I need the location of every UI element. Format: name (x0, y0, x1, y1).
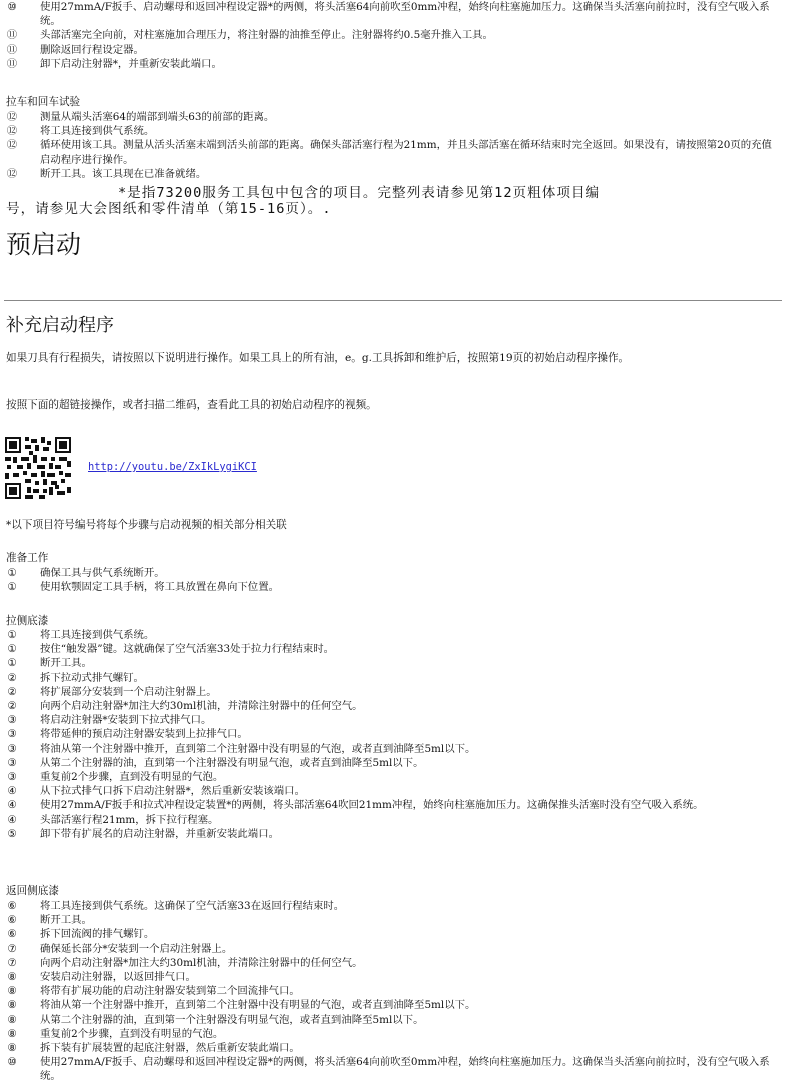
step-number: ③ (7, 742, 17, 755)
list-item (0, 138, 790, 166)
pull-bleed-list (0, 628, 790, 841)
step-note: *以下项目符号编号将每个步骤与启动视频的相关部分相关联 (6, 519, 287, 531)
service-kit-footnote (6, 185, 776, 217)
list-item (0, 784, 790, 798)
step-text: 从下拉式排气口拆下启动注射器*，然后重新安装该端口。 (40, 785, 305, 798)
preparation-heading: 准备工作 (6, 552, 49, 564)
footnote-line-1: *是指73200服务工具包中包含的项目。完整列表请参见第12页粗体项目编 (118, 185, 601, 201)
list-item (0, 685, 790, 699)
step-number: ⑫ (6, 167, 18, 180)
return-bleed-heading: 返回侧底漆 (6, 885, 59, 897)
step-number: ② (7, 671, 17, 684)
list-item (0, 713, 790, 727)
list-item (0, 970, 790, 984)
step-text: 使用软颚固定工具手柄，将工具放置在鼻向下位置。 (40, 581, 279, 594)
step-text: 删除返回行程设定器。 (40, 43, 144, 56)
list-item (0, 124, 790, 138)
step-text: 拆下装有扩展装置的起底注射器，然后重新安装此端口。 (40, 1042, 300, 1055)
list-item (0, 43, 790, 57)
step-number: ⑦ (7, 942, 17, 955)
section-title: 补充启动程序 (6, 315, 114, 336)
list-item (0, 827, 790, 841)
step-number: ⑧ (7, 985, 17, 998)
step-text: 使用27mmA/F扳手和拉式冲程设定装置*的两侧，将头部活塞64吹回21mm冲程，始终向柱塞施加压力。这确保推头活塞时没有空气吸入系统。 (40, 799, 704, 812)
step-text: 断开工具。该工具现在已准备就绪。 (40, 167, 207, 180)
step-number: ⑥ (7, 914, 17, 927)
step-number: ① (7, 581, 17, 594)
step-number: ④ (7, 799, 17, 812)
list-item (0, 167, 790, 181)
step-number: ③ (7, 714, 17, 727)
list-item (0, 699, 790, 713)
step-text: 拆下回流阀的排气螺钉。 (40, 928, 155, 941)
step-number: ⑧ (7, 999, 17, 1012)
list-item (0, 0, 790, 28)
list-item (0, 110, 790, 124)
list-item (0, 942, 790, 956)
step-text: 卸下启动注射器*，并重新安装此端口。 (40, 57, 222, 70)
list-item (0, 756, 790, 770)
step-number: ⑪ (6, 57, 18, 70)
step-number: ⑩ (7, 1, 17, 13)
step-text: 将工具连接到供气系统。这确保了空气活塞33在返回行程结束时。 (40, 900, 345, 912)
intro-paragraph: 如果刀具有行程损失，请按照以下说明进行操作。如果工具上的所有油，e。g.工具拆卸和维护后，按照第19页的初始启动程序操作。 (6, 352, 630, 364)
step-text: 按住“触发器”键。这就确保了空气活塞33处于拉力行程结束时。 (40, 643, 334, 656)
list-item (0, 770, 790, 784)
list-item (0, 927, 790, 941)
step-text: 安装启动注射器，以返回排气口。 (40, 971, 196, 984)
footnote-line-2: 号，请参见大会图纸和零件清单（第15-16页）。. (6, 201, 332, 217)
step-text: 将启动注射器*安装到下拉式排气口。 (40, 714, 212, 727)
step-text: 循环使用该工具。测量从活头活塞末端到活头前部的距离。确保头部活塞行程为21mm，并且头部活塞在循环结束时完全返回。如果没有，请按照第20页的充值启动程序进行操作。 (40, 139, 772, 166)
step-text: 将工具连接到供气系统。 (40, 125, 155, 138)
step-number: ⑪ (6, 43, 18, 56)
step-number: ⑥ (7, 928, 17, 941)
step-number: ⑧ (7, 1027, 17, 1040)
step-text: 重复前2个步骤，直到没有明显的气泡。 (40, 1027, 224, 1040)
step-text: 向两个启动注射器*加注大约30ml机油，并清除注射器中的任何空气。 (40, 956, 363, 969)
list-item (0, 913, 790, 927)
step-text: 使用27mmA/F扳手、启动螺母和返回冲程设定器*的两侧，将头活塞64向前吹至0mm冲程，始终向柱塞施加压力。这确保当头活塞向前拉时，没有空气吸入系统。 (40, 1056, 770, 1083)
list-item (0, 798, 790, 812)
step-text: 将带延伸的预启动注射器安装到上拉排气口。 (40, 728, 248, 741)
list-item (0, 956, 790, 970)
list-item (0, 1041, 790, 1055)
step-number: ② (7, 700, 17, 713)
qr-code-icon[interactable] (5, 437, 71, 499)
step-number: ⑫ (6, 139, 18, 152)
list-item (0, 628, 790, 642)
step-number: ④ (7, 813, 17, 826)
list-item (0, 984, 790, 998)
list-item (0, 813, 790, 827)
list-item (0, 671, 790, 685)
list-item (0, 1055, 790, 1083)
step-number: ① (7, 629, 17, 641)
list-item (0, 57, 790, 71)
pull-bleed-heading: 拉侧底漆 (6, 615, 49, 627)
step-text: 卸下带有扩展名的启动注射器，并重新安装此端口。 (40, 827, 279, 840)
step-text: 将带有扩展功能的启动注射器安装到第二个回流排气口。 (40, 985, 300, 998)
step-text: 将工具连接到供气系统。 (40, 629, 155, 641)
list-item (0, 899, 790, 913)
list-item (0, 28, 790, 42)
step-text: 使用27mmA/F扳手、启动螺母和返回冲程设定器*的两侧，将头活塞64向前吹至0mm冲程，始终向柱塞施加压力。这确保当头活塞向前拉时，没有空气吸入系统。 (40, 1, 770, 28)
step-number: ③ (7, 771, 17, 784)
step-text: 将油从第一个注射器中推开，直到第二个注射器中没有明显的气泡，或者直到油降至5ml以下。 (40, 742, 476, 755)
step-number: ④ (7, 785, 17, 798)
step-text: 头部活塞行程21mm，拆下拉行程塞。 (40, 813, 219, 826)
step-text: 从第二个注射器的油，直到第一个注射器没有明显气泡，或者直到油降至5ml以下。 (40, 1013, 424, 1026)
pull-return-heading: 拉车和回车试验 (6, 96, 81, 108)
step-text: 头部活塞完全向前，对柱塞施加合理压力，将注射器的油推至停止。注射器将约0.5毫升推入工具。 (40, 29, 493, 42)
step-text: 从第二个注射器的油，直到第一个注射器没有明显气泡，或者直到油降至5ml以下。 (40, 756, 424, 769)
step-text: 将扩展部分安装到一个启动注射器上。 (40, 685, 217, 698)
step-number: ⑧ (7, 971, 17, 984)
step-number: ③ (7, 728, 17, 741)
step-number: ⑧ (7, 1013, 17, 1026)
pull-return-list (0, 110, 790, 181)
step-number: ② (7, 685, 17, 698)
step-number: ⑫ (6, 111, 18, 123)
video-paragraph: 按照下面的超链接操作，或者扫描二维码，查看此工具的初始启动程序的视频。 (6, 399, 377, 411)
return-bleed-list (0, 899, 790, 1084)
list-item (0, 742, 790, 756)
step-number: ⑩ (7, 1056, 17, 1069)
step-number: ① (7, 657, 17, 670)
step-text: 拆下拉动式排气螺钉。 (40, 671, 144, 684)
step-text: 确保工具与供气系统断开。 (40, 567, 165, 579)
list-item (0, 580, 790, 594)
step-number: ⑦ (7, 956, 17, 969)
step-number: ⑧ (7, 1042, 17, 1055)
step-number: ⑫ (6, 125, 18, 138)
step-text: 将油从第一个注射器中推开，直到第二个注射器中没有明显的气泡，或者直到油降至5ml以下。 (40, 999, 476, 1012)
list-item (0, 1027, 790, 1041)
step-text: 断开工具。 (40, 657, 92, 670)
list-item (0, 727, 790, 741)
step-text: 确保延长部分*安装到一个启动注射器上。 (40, 942, 233, 955)
step-text: 向两个启动注射器*加注大约30ml机油，并清除注射器中的任何空气。 (40, 700, 363, 713)
page-title: 预启动 (6, 230, 82, 259)
preparation-list (0, 566, 790, 594)
list-item (0, 998, 790, 1012)
step-text: 断开工具。 (40, 914, 92, 927)
step-number: ⑥ (7, 900, 17, 912)
step-number: ① (7, 567, 17, 579)
step-number: ① (7, 643, 17, 656)
list-item (0, 566, 790, 580)
step-number: ⑪ (6, 29, 18, 42)
list-item (0, 656, 790, 670)
list-item (0, 1013, 790, 1027)
step-text: 测量从端头活塞64的端部到端头63的前部的距离。 (40, 111, 275, 123)
step-number: ③ (7, 756, 17, 769)
startup-video-link[interactable]: http://youtu.be/ZxIkLygiKCI (88, 461, 257, 473)
list-item (0, 642, 790, 656)
step-number: ⑤ (7, 827, 17, 840)
section-divider (4, 300, 782, 301)
continued-step-list (0, 0, 790, 71)
step-text: 重复前2个步骤，直到没有明显的气泡。 (40, 771, 224, 784)
